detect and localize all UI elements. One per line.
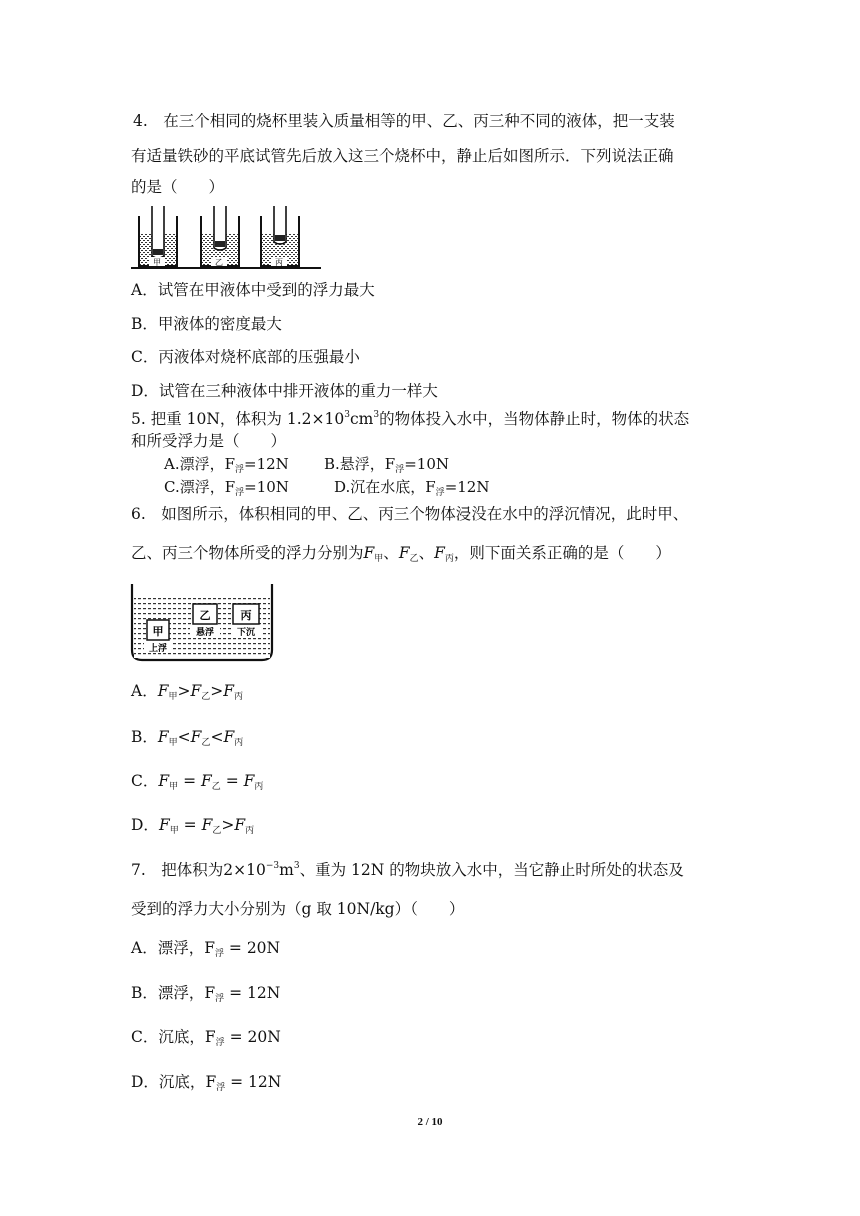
beaker-label-jia: 甲 [153, 258, 161, 267]
q7-option-b: B．漂浮，$F_浮 = 12N$ [131, 984, 281, 1004]
q6-option-d: D．$F_甲 = F_乙>F_丙$ [131, 816, 255, 836]
q5-option-a: A.漂浮，$F_浮=12N$ [164, 455, 289, 475]
q6-stem-line2: 乙、丙三个物体所受的浮力分别为$F_甲$、$F_乙$、$F_丙$，则下面关系正确的是（ ） [131, 544, 671, 564]
q7-option-d: D．沉底，$F_浮 = 12N$ [131, 1073, 282, 1093]
q5-option-d: D.沉在水底，$F_浮=12N$ [334, 478, 490, 498]
q5-stem-line1: 5. 把重 10N，体积为 $1.2\times 10^3cm^3$的物体投入水中，当物体静止时，物体的状态 [131, 410, 690, 428]
beaker-yi [201, 206, 239, 266]
page-number: 2 / 10 [417, 1116, 443, 1128]
q6-option-a: A．$F_甲>F_乙>F_丙$ [131, 682, 244, 702]
q4-option-b: B．甲液体的密度最大 [131, 315, 282, 333]
q7-option-c: C．沉底，$F_浮 = 20N$ [131, 1028, 281, 1048]
q7-option-a: A．漂浮，$F_浮 = 20N$ [131, 939, 281, 959]
q4-stem-line1: 4. 在三个相同的烧杯里装入质量相等的甲、乙、丙三种不同的液体，把一支装 [133, 112, 675, 130]
beaker-label-bing: 丙 [275, 258, 283, 267]
q5-option-b: B.悬浮，$F_浮=10N$ [324, 455, 449, 475]
q6-box-label-jia: 甲 [152, 625, 164, 638]
q6-box-label-bing: 丙 [240, 609, 252, 622]
q5-stem-line2: 和所受浮力是（ ） [131, 432, 287, 450]
q6-box-label-yi: 乙 [199, 609, 211, 622]
q7-stem-line2: 受到的浮力大小分别为（g 取 10N/kg）（ ） [131, 900, 465, 918]
q6-state-label-suspend: 悬浮 [195, 628, 215, 638]
q6-option-c: C．$F_甲 = F_乙 = F_丙$ [131, 772, 264, 792]
q5-option-c: C.漂浮，$F_浮=10N$ [164, 478, 289, 498]
q4-option-c: C．丙液体对烧杯底部的压强最小 [131, 348, 360, 366]
beaker-jia [139, 206, 177, 266]
q4-option-a: A．试管在甲液体中受到的浮力最大 [131, 281, 375, 299]
q7-stem-line1: 7. 把体积为$2\times 10^{-3}m^3$、重为 12N 的物块放入水中，当它静止时所处的状态及 [131, 861, 684, 879]
q6-stem-line1: 6. 如图所示，体积相同的甲、乙、丙三个物体浸没在水中的浮沉情况，此时甲、 [131, 505, 689, 523]
q6-tank-figure [128, 582, 278, 664]
q4-option-d: D．试管在三种液体中排开液体的重力一样大 [131, 382, 438, 400]
q6-option-b: B．$F_甲<F_乙<F_丙$ [131, 728, 244, 748]
q4-stem-line3: 的是（ ） [131, 178, 225, 196]
beaker-label-yi: 乙 [215, 258, 223, 267]
q6-state-label-up: 上浮 [148, 644, 168, 654]
q4-beakers-figure [131, 204, 321, 272]
q4-stem-line2: 有适量铁砂的平底试管先后放入这三个烧杯中，静止后如图所示．下列说法正确 [131, 147, 674, 165]
q6-state-label-sink: 下沉 [236, 628, 256, 638]
beaker-bing [261, 206, 299, 266]
